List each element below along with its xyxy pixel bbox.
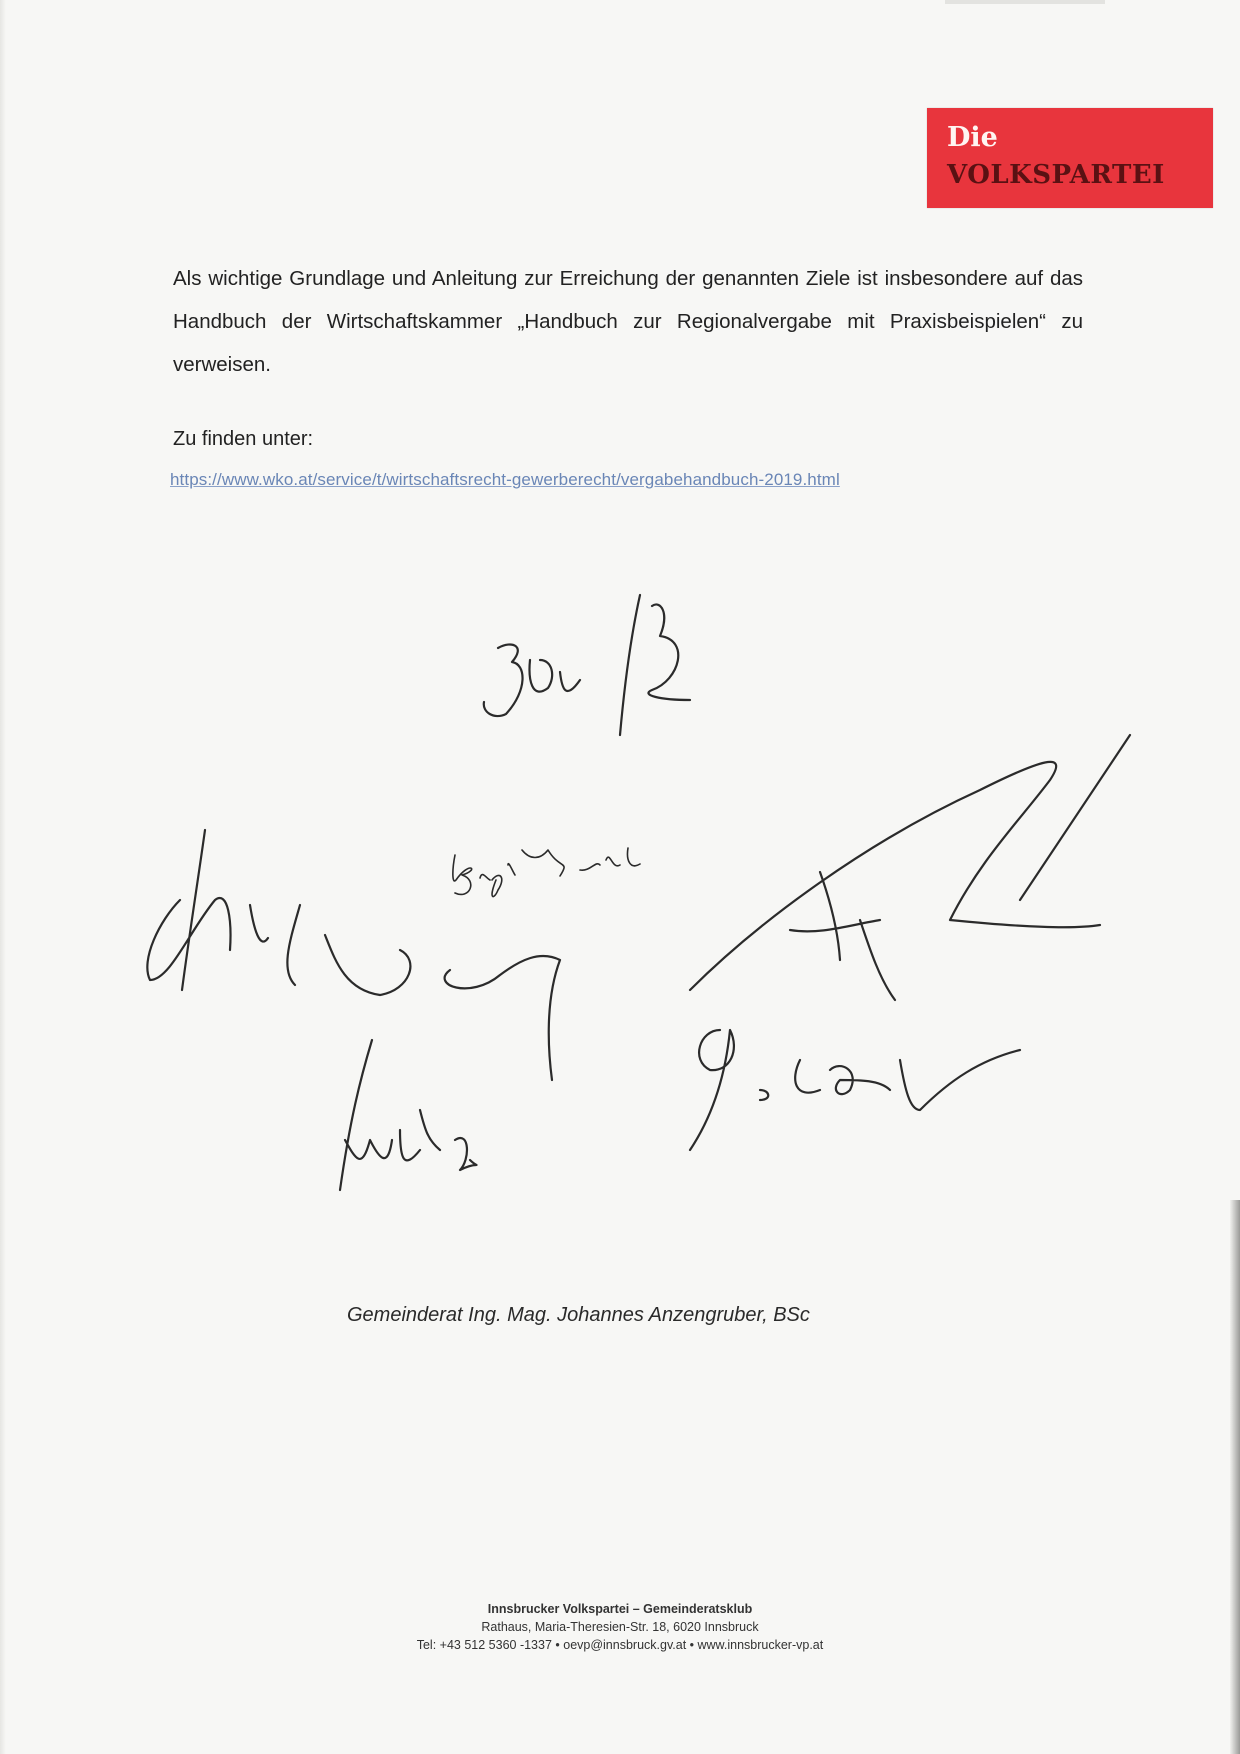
- party-logo: [927, 108, 1213, 208]
- signature-right: [690, 735, 1130, 1000]
- signature-lower-left: [340, 1040, 477, 1190]
- signatures-drawing: [0, 560, 1240, 1220]
- body-paragraph: Als wichtige Grundlage und Anleitung zur Erreichung der genannten Ziele ist insbesondere auf das Handbuch der Wirtschaftskammer „Handbuch zur Regionalvergabe mit Praxisbeispielen“ zu verweisen.: [173, 267, 1083, 376]
- logo-line-2: VOLKSPARTEI: [947, 160, 1165, 190]
- footer-org: Innsbrucker Volkspartei – Gemeinderatsklub: [487, 1602, 753, 1616]
- handbook-link[interactable]: https://www.wko.at/service/t/wirtschaftsrecht-gewerberecht/vergabehandbuch-2019.html: [170, 470, 840, 489]
- scan-strip: [945, 0, 1105, 4]
- signature-lower-right: [690, 1030, 1020, 1150]
- signatures-area: [0, 560, 1240, 1326]
- find-label: Zu finden unter:: [173, 428, 314, 450]
- signature-winkel: [453, 848, 640, 897]
- page-edge-right: [1230, 1200, 1240, 1754]
- logo-line-1: Die: [947, 122, 998, 153]
- footer-contact: Tel: +43 512 5360 -1337 • oevp@innsbruck.gv.at • www.innsbrucker-vp.at: [416, 1638, 824, 1652]
- signature-anzengruber: [484, 595, 690, 735]
- footer-address: Rathaus, Maria-Theresien-Str. 18, 6020 Innsbruck: [481, 1620, 759, 1634]
- signer-name: Gemeinderat Ing. Mag. Johannes Anzengruber, BSc: [347, 1304, 810, 1326]
- page-footer: [0, 1600, 1240, 1654]
- signature-left: [147, 830, 560, 1080]
